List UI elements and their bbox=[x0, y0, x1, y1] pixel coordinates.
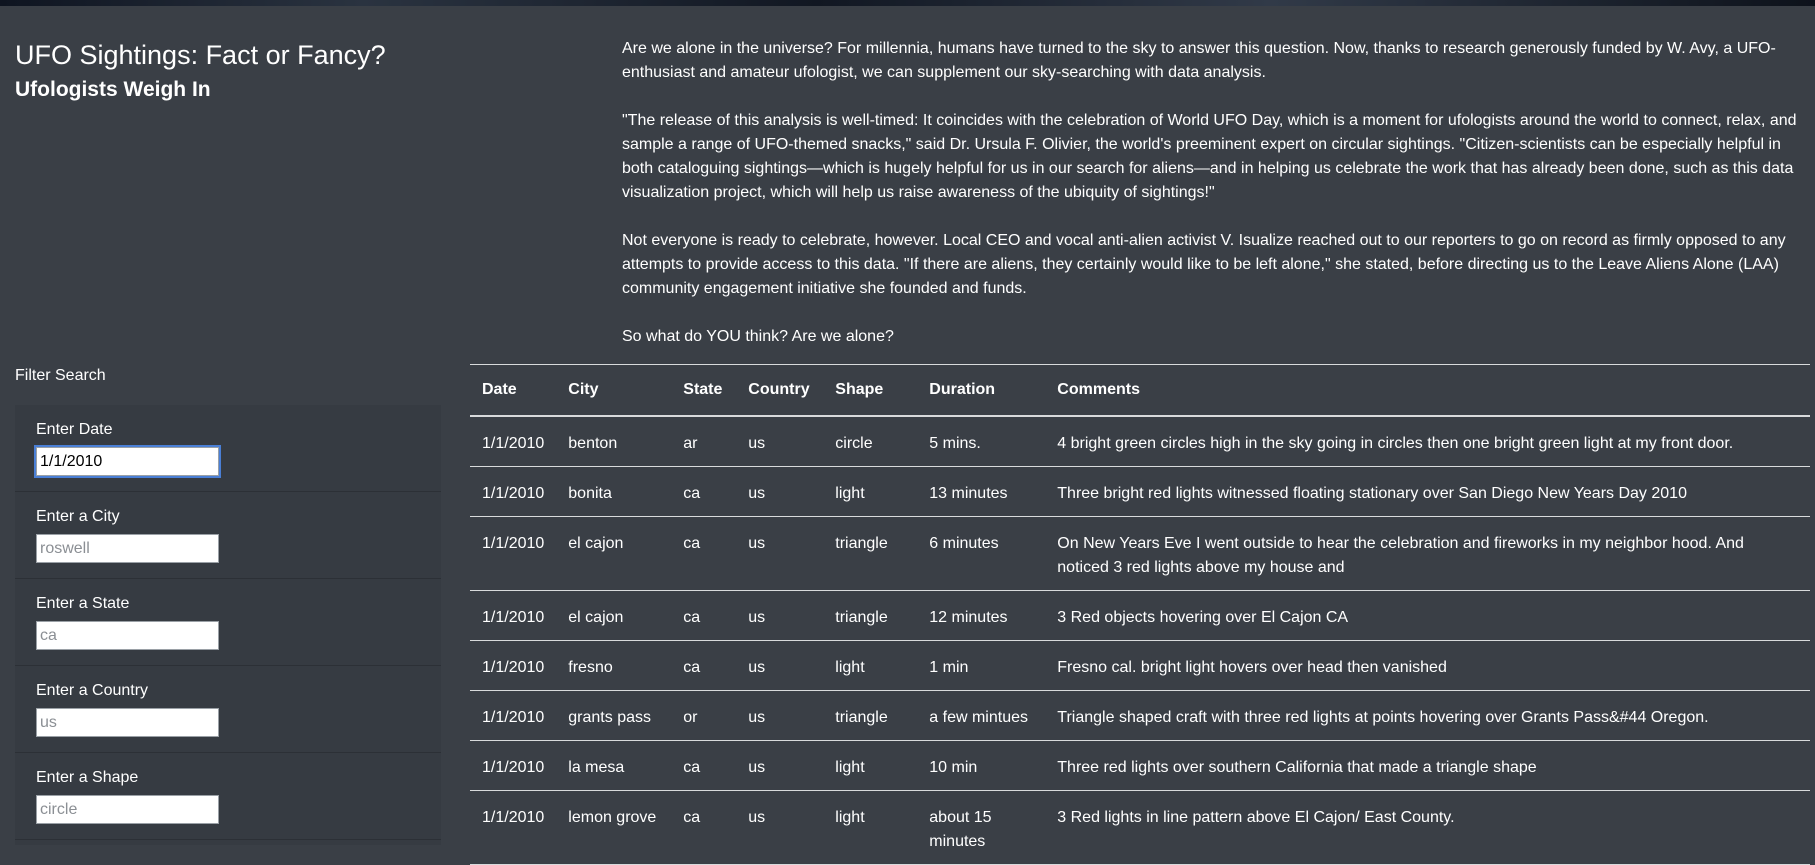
page-header bbox=[15, 38, 575, 105]
cell-comments: On New Years Eve I went outside to hear the celebration and fireworks in my neighbor hood. And noticed 3 red lights above my house and bbox=[1045, 516, 1810, 590]
cell-shape: triangle bbox=[823, 590, 917, 640]
cell-duration: a few mintues bbox=[917, 690, 1045, 740]
table-row bbox=[470, 590, 1810, 640]
cell-date: 1/1/2010 bbox=[470, 466, 556, 516]
cell-country: us bbox=[736, 590, 823, 640]
cell-date: 1/1/2010 bbox=[470, 790, 556, 864]
cell-shape: light bbox=[823, 640, 917, 690]
cell-duration: 13 minutes bbox=[917, 466, 1045, 516]
table-header-row bbox=[470, 365, 1810, 416]
filter-date bbox=[15, 405, 441, 492]
filter-state bbox=[15, 579, 441, 666]
cell-comments: 4 bright green circles high in the sky going in circles then one bright green light at my front door. bbox=[1045, 416, 1810, 467]
cell-state: ca bbox=[671, 640, 736, 690]
cell-state: ca bbox=[671, 740, 736, 790]
intro-paragraph: Are we alone in the universe? For millennia, humans have turned to the sky to answer this question. Now, thanks to research generously funded by W. Avy, a UFO-enthusiast and amateur ufologist, we can supplement our sky-searching with data analysis. bbox=[622, 40, 1776, 81]
table-row bbox=[470, 516, 1810, 590]
column-header-date: Date bbox=[470, 365, 556, 416]
cell-city: fresno bbox=[556, 640, 671, 690]
cell-date: 1/1/2010 bbox=[470, 640, 556, 690]
top-banner-strip bbox=[0, 0, 1815, 6]
state-input[interactable] bbox=[36, 621, 219, 650]
column-header-country: Country bbox=[736, 365, 823, 416]
cell-shape: light bbox=[823, 466, 917, 516]
sightings-table bbox=[470, 364, 1810, 865]
page-subtitle: Ufologists Weigh In bbox=[15, 78, 211, 101]
intro-article bbox=[622, 37, 1810, 349]
sightings-table-container bbox=[470, 364, 1810, 865]
cell-state: ca bbox=[671, 590, 736, 640]
shape-label: Enter a Shape bbox=[36, 769, 139, 786]
intro-paragraph: So what do YOU think? Are we alone? bbox=[622, 328, 894, 345]
intro-paragraph: "The release of this analysis is well-timed: It coincides with the celebration of World UFO Day, which is a moment for ufologists around the world to connect, relax, and sample a range of UFO-themed snacks," said Dr. Ursula F. Olivier, the world's preeminent expert on circular sightings. "Citizen-scientists can be especially helpful in both cataloguing sightings—which is hugely helpful for us in our search for aliens—and in helping us celebrate the work that has already been done, such as this data visualization project, which will help us raise awareness of the ubiquity of sightings!" bbox=[622, 112, 1797, 201]
shape-input[interactable] bbox=[36, 795, 219, 824]
city-input[interactable] bbox=[36, 534, 219, 563]
cell-duration: 6 minutes bbox=[917, 516, 1045, 590]
cell-state: ca bbox=[671, 516, 736, 590]
cell-date: 1/1/2010 bbox=[470, 416, 556, 467]
cell-comments: Three red lights over southern California that made a triangle shape bbox=[1045, 740, 1810, 790]
table-row bbox=[470, 416, 1810, 467]
cell-duration: 1 min bbox=[917, 640, 1045, 690]
cell-country: us bbox=[736, 516, 823, 590]
table-row bbox=[470, 740, 1810, 790]
column-header-state: State bbox=[671, 365, 736, 416]
filter-country bbox=[15, 666, 441, 753]
filter-panel bbox=[15, 405, 441, 845]
filter-shape bbox=[15, 753, 441, 840]
cell-country: us bbox=[736, 690, 823, 740]
cell-date: 1/1/2010 bbox=[470, 740, 556, 790]
cell-state: ar bbox=[671, 416, 736, 467]
column-header-shape: Shape bbox=[823, 365, 917, 416]
cell-state: ca bbox=[671, 790, 736, 864]
cell-city: benton bbox=[556, 416, 671, 467]
filter-search-heading: Filter Search bbox=[15, 367, 106, 384]
cell-comments: Fresno cal. bright light hovers over head then vanished bbox=[1045, 640, 1810, 690]
cell-duration: 12 minutes bbox=[917, 590, 1045, 640]
country-label: Enter a Country bbox=[36, 682, 149, 699]
cell-shape: triangle bbox=[823, 690, 917, 740]
cell-state: or bbox=[671, 690, 736, 740]
column-header-comments: Comments bbox=[1045, 365, 1810, 416]
cell-city: el cajon bbox=[556, 590, 671, 640]
cell-country: us bbox=[736, 416, 823, 467]
filter-city bbox=[15, 492, 441, 579]
cell-city: lemon grove bbox=[556, 790, 671, 864]
cell-comments: 3 Red lights in line pattern above El Cajon/ East County. bbox=[1045, 790, 1810, 864]
cell-shape: triangle bbox=[823, 516, 917, 590]
country-input[interactable] bbox=[36, 708, 219, 737]
table-row bbox=[470, 790, 1810, 864]
cell-city: grants pass bbox=[556, 690, 671, 740]
cell-country: us bbox=[736, 466, 823, 516]
column-header-city: City bbox=[556, 365, 671, 416]
cell-city: el cajon bbox=[556, 516, 671, 590]
cell-date: 1/1/2010 bbox=[470, 590, 556, 640]
cell-duration: 5 mins. bbox=[917, 416, 1045, 467]
page-title: UFO Sightings: Fact or Fancy? bbox=[15, 40, 386, 70]
date-input[interactable] bbox=[36, 447, 219, 476]
table-row bbox=[470, 466, 1810, 516]
cell-comments: Three bright red lights witnessed floating stationary over San Diego New Years Day 2010 bbox=[1045, 466, 1810, 516]
cell-date: 1/1/2010 bbox=[470, 516, 556, 590]
state-label: Enter a State bbox=[36, 595, 130, 612]
date-label: Enter Date bbox=[36, 421, 113, 438]
table-row bbox=[470, 690, 1810, 740]
cell-duration: 10 min bbox=[917, 740, 1045, 790]
cell-shape: circle bbox=[823, 416, 917, 467]
cell-shape: light bbox=[823, 790, 917, 864]
cell-country: us bbox=[736, 640, 823, 690]
intro-paragraph: Not everyone is ready to celebrate, however. Local CEO and vocal anti-alien activist V. Isualize reached out to our reporters to go on record as firmly opposed to any attempts to provide access to this data. "If there are aliens, they certainly would like to be left alone," she stated, before directing us to the Leave Aliens Alone (LAA) community engagement initiative she founded and funds. bbox=[622, 232, 1786, 297]
cell-date: 1/1/2010 bbox=[470, 690, 556, 740]
cell-duration: about 15 minutes bbox=[917, 790, 1045, 864]
cell-comments: Triangle shaped craft with three red lights at points hovering over Grants Pass&#44 Oregon. bbox=[1045, 690, 1810, 740]
cell-comments: 3 Red objects hovering over El Cajon CA bbox=[1045, 590, 1810, 640]
cell-city: la mesa bbox=[556, 740, 671, 790]
city-label: Enter a City bbox=[36, 508, 120, 525]
column-header-duration: Duration bbox=[917, 365, 1045, 416]
cell-shape: light bbox=[823, 740, 917, 790]
cell-city: bonita bbox=[556, 466, 671, 516]
cell-country: us bbox=[736, 790, 823, 864]
cell-country: us bbox=[736, 740, 823, 790]
cell-state: ca bbox=[671, 466, 736, 516]
table-row bbox=[470, 640, 1810, 690]
